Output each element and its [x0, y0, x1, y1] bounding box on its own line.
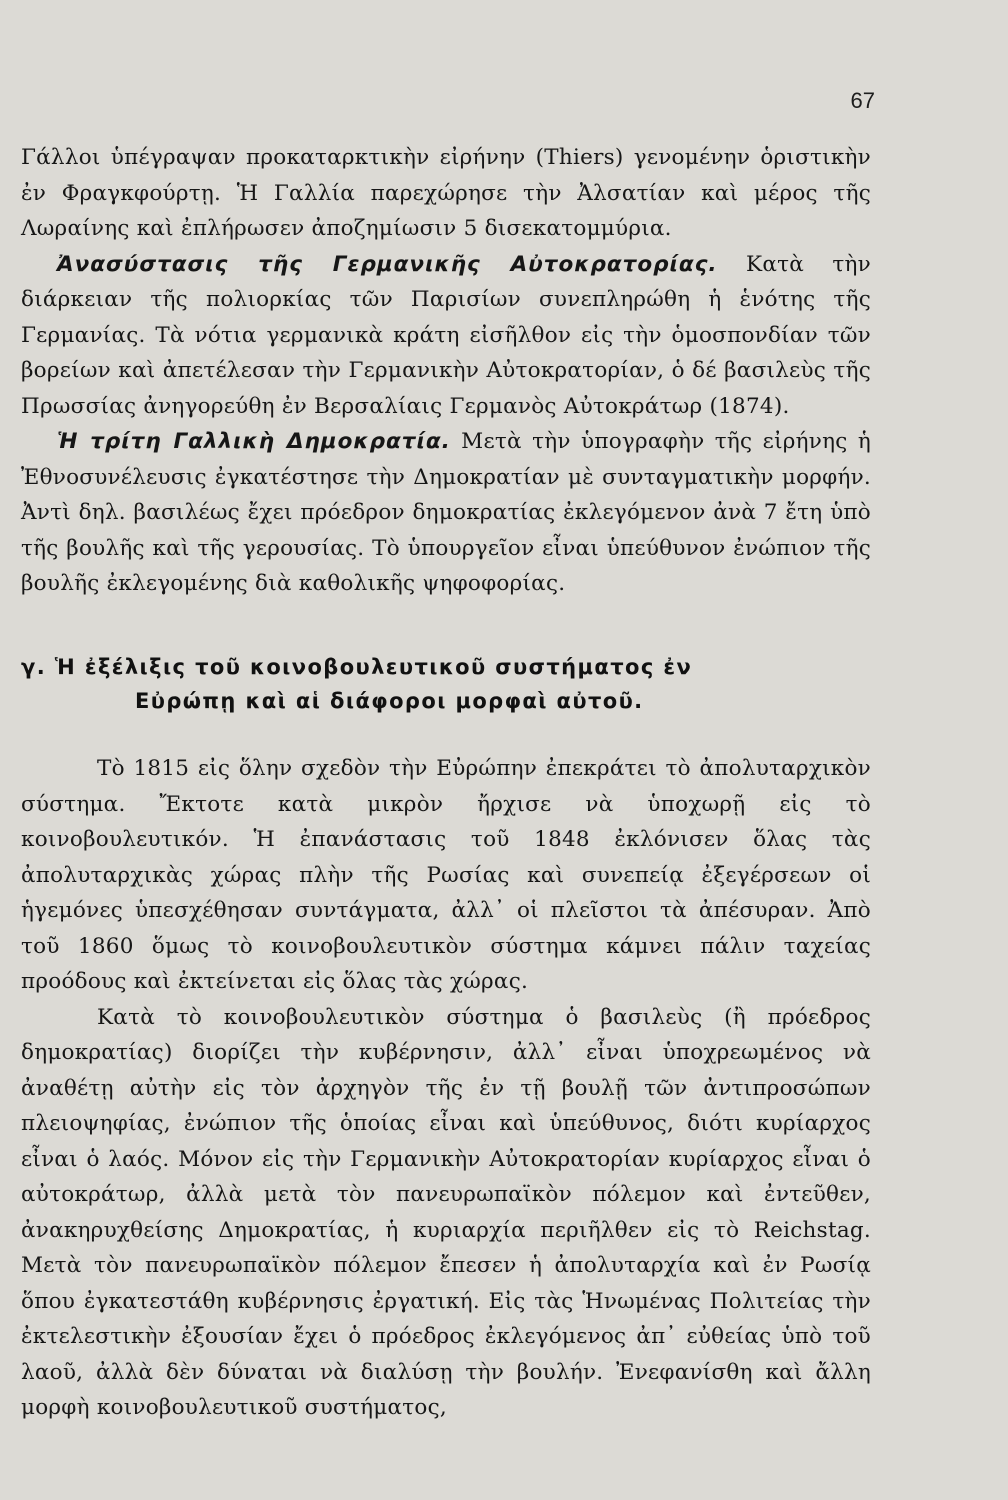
paragraph-parliamentary-system: Κατὰ τὸ κοινοβουλευτικὸν σύστημα ὁ βασιλεὺς (ἢ πρόεδρος δημοκρατίας) διορίζει τὴν κυβέρνησιν, ἀλλ᾽ εἶναι ὑποχρεωμένος νὰ ἀναθέτῃ αὐτὴν εἰς τὸν ἀρχηγὸν τῆς ἐν τῇ βουλῇ τῶν ἀντιπροσώπων πλειοψηφίας, ἐνώπιον τῆς ὁποίας εἶναι καὶ ὑπεύθυνος, διότι κυρίαρχος εἶναι ὁ λαός. Μόνον εἰς τὴν Γερμανικὴν Αὐτοκρατορίαν κυρίαρχος εἶναι ὁ αὐτοκράτωρ, ἀλλὰ μετὰ τὸν πανευρωπαϊκὸν πόλεμον καὶ ἐντεῦθεν, ἀνακηρυχθείσης Δημοκρατίας, ἡ κυριαρχία περιῆλθεν εἰς τὸ Reichstag. Μετὰ τὸν πανευρωπαϊκὸν πόλεμον ἔπεσεν ἡ ἀπολυταρχία καὶ ἐν Ρωσίᾳ ὅπου ἐγκατεστάθη κυβέρνησις ἐργατική. Εἰς τὰς Ἡνωμένας Πολιτείας τὴν ἐκτελεστικὴν ἐξουσίαν ἔχει ὁ πρόεδρος ἐκλεγόμενος ἀπ᾽ εὐθείας ὑπὸ τοῦ λαοῦ, ἀλλὰ δὲν δύναται νὰ διαλύσῃ τὴν βουλήν. Ἐνεφανίσθη καὶ ἄλλη μορφὴ κοινοβουλευτικοῦ συστήματος, — [21, 1004, 871, 1420]
paragraph-third-republic-text: Μετὰ τὴν ὑπογραφὴν τῆς εἰρήνης ἡ Ἐθνοσυνέλευσις ἐγκατέστησε τὴν Δημοκρατίαν μὲ συνταγματικὴν μορφήν. Ἀντὶ δηλ. βασιλέως ἔχει πρόεδρον δημοκρατίας ἐκλεγόμενον ἀνὰ 7 ἔτη ὑπὸ τῆς βουλῆς καὶ τῆς γερουσίας. Τὸ ὑπουργεῖον εἶναι ὑπεύθυνον ἐνώπιον τῆς βουλῆς ἐκλεγομένης διὰ καθολικῆς ψηφοφορίας. — [21, 429, 871, 596]
section-heading-line-2: Εὐρώπῃ καὶ αἱ διάφοροι μορφαὶ αὐτοῦ. — [135, 689, 644, 713]
section-heading-line-1: γ. Ἡ ἐξέλιξις τοῦ κοινοβουλευτικοῦ συστήματος ἐν — [21, 655, 693, 679]
paragraph-treaty: Γάλλοι ὑπέγραψαν προκαταρκτικὴν εἰρήνην (Thiers) γενομένην ὁριστικὴν ἐν Φραγκφούρτῃ. Ἡ Γαλλία παρεχώρησε τὴν Ἀλσατίαν καὶ μέρος τῆς Λωραίνης καὶ ἐπλήρωσεν ἀποζημίωσιν 5 δισεκατομμύρια. — [21, 145, 871, 241]
page-number: 67 — [850, 88, 875, 113]
paragraph-german-empire-text: Κατὰ τὴν διάρκειαν τῆς πολιορκίας τῶν Παρισίων συνεπληρώθη ἡ ἑνότης τῆς Γερμανίας. Τὰ νότια γερμανικὰ κράτη εἰσῆλθον εἰς τὴν ὁμοσπονδίαν τῶν βορείων καὶ ἀπετέλεσαν τὴν Γερμανικὴν Αὐτοκρατορίαν, ὁ δέ βασιλεὺς τῆς Πρωσσίας ἀνηγορεύθη ἐν Βερσαλίαις Γερμανὸς Αὐτοκράτωρ (1874). — [21, 251, 871, 419]
bottom-text-block — [21, 751, 871, 1426]
heading-third-republic: Ἡ τρίτη Γαλλικὴ Δημοκρατία. — [57, 429, 451, 454]
top-text-block — [21, 140, 871, 602]
paragraph-german-empire — [21, 247, 871, 425]
paragraph-third-republic — [21, 424, 871, 602]
section-heading — [21, 650, 871, 718]
paragraph-parliamentary-spread: Τὸ 1815 εἰς ὅλην σχεδὸν τὴν Εὐρώπην ἐπεκράτει τὸ ἀπολυταρχικὸν σύστημα. Ἔκτοτε κατὰ μικρὸν ἤρχισε νὰ ὑποχωρῇ εἰς τὸ κοινοβουλευτικόν. Ἡ ἐπανάστασις τοῦ 1848 ἐκλόνισεν ὅλας τὰς ἀπολυταρχικὰς χώρας πλὴν τῆς Ρωσίας καὶ συνεπείᾳ ἐξεγέρσεων οἱ ἡγεμόνες ὑπεσχέθησαν συντάγματα, ἀλλ᾽ οἱ πλεῖστοι τὰ ἀπέσυραν. Ἀπὸ τοῦ 1860 ὅμως τὸ κοινοβουλευτικὸν σύστημα κάμνει πάλιν ταχείας προόδους καὶ ἐκτείνεται εἰς ὅλας τὰς χώρας. — [21, 756, 871, 994]
heading-german-empire: Ἀνασύστασις τῆς Γερμανικῆς Αὐτοκρατορίας. — [57, 251, 718, 277]
